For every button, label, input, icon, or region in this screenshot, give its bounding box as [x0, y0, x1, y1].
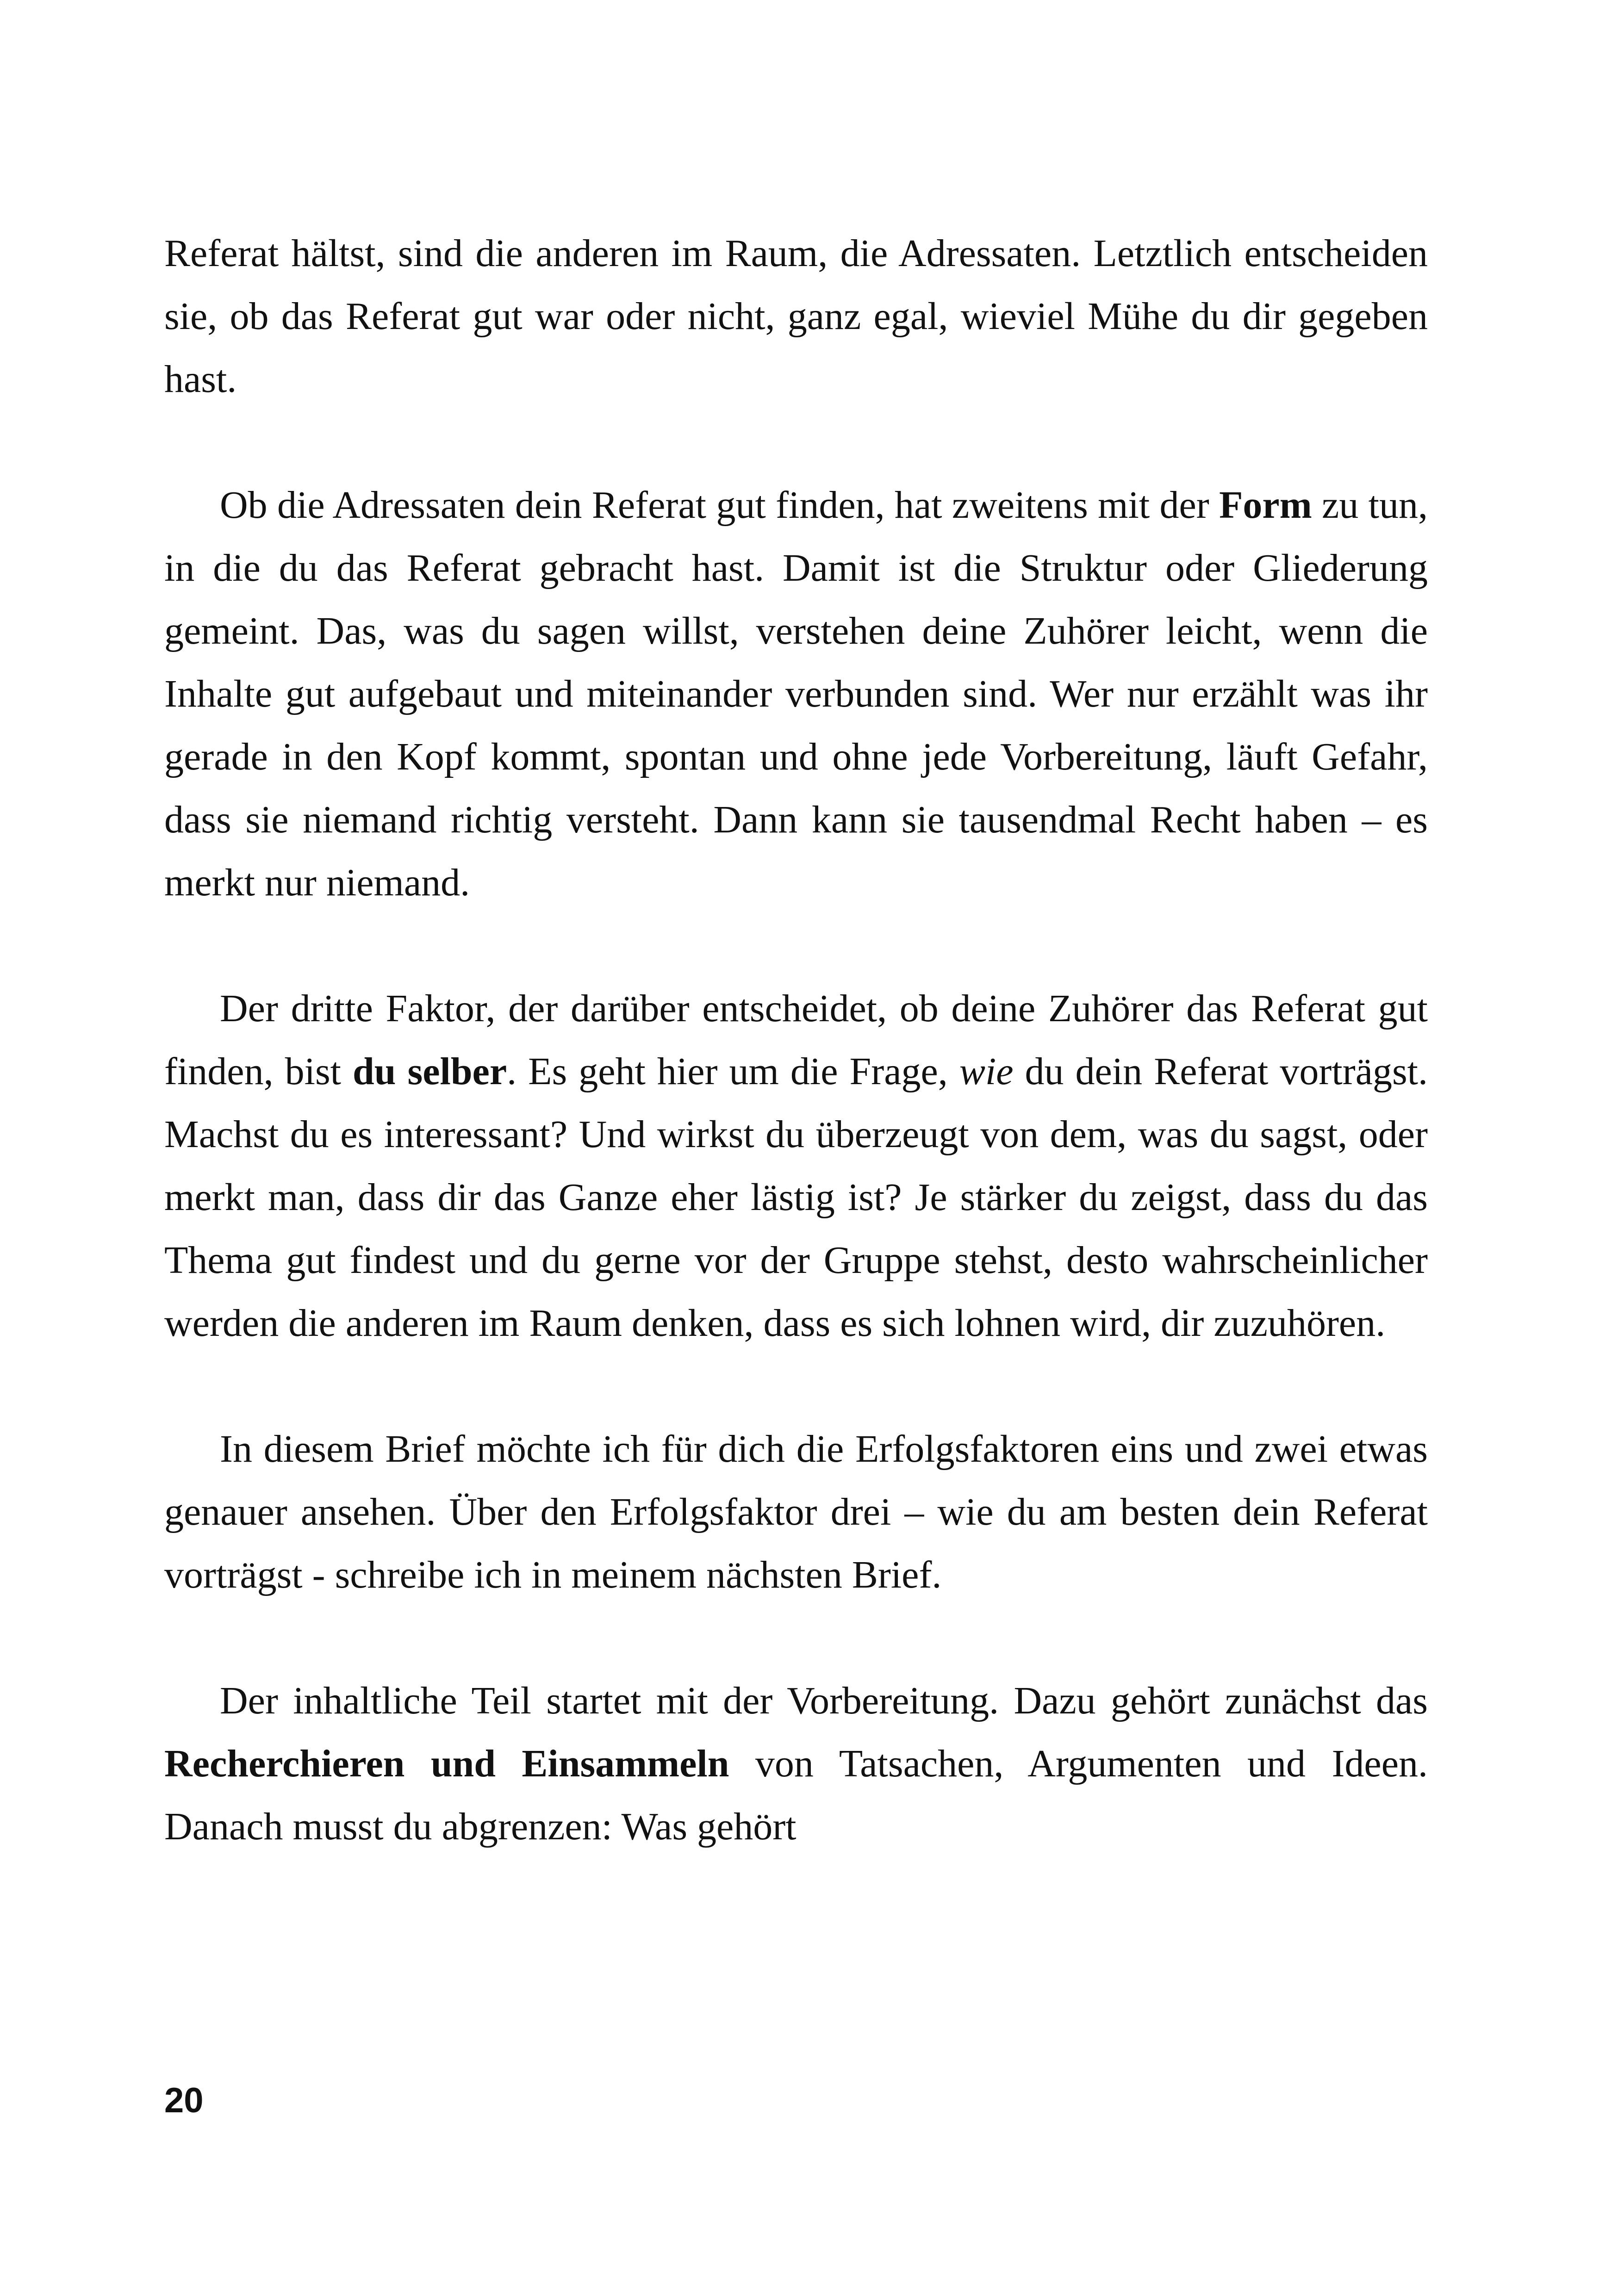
text-span: Ob die Adressaten dein Referat gut finden, hat zweitens mit der	[220, 484, 1220, 527]
paragraph-3	[164, 977, 1428, 1355]
text-span: du dein Referat vorträgst. Machst du es interessant? Und wirkst du überzeugt von dem, was du sagst, oder merkt man, dass dir das Ganze eher lästig ist? Je stärker du zeigst, dass du das Thema gut findest und du gerne vor der Gruppe stehst, desto wahrscheinlicher werden die anderen im Raum denken, dass es sich lohnen wird, dir zuzuhören.	[164, 1050, 1428, 1345]
paragraph-4	[164, 1418, 1428, 1607]
page-number: 20	[164, 2081, 204, 2120]
paragraph-2	[164, 474, 1428, 914]
text-span: Der inhaltliche Teil startet mit der Vorbereitung. Dazu gehört zunächst das	[220, 1679, 1428, 1722]
paragraph-5	[164, 1669, 1428, 1858]
text-span: Referat hältst, sind die anderen im Raum, die Adressaten. Letztlich entscheiden sie, ob das Referat gut war oder nicht, ganz egal, wieviel Mühe du dir gegeben hast.	[164, 232, 1428, 401]
text-span: zu tun, in die du das Referat gebracht hast. Damit ist die Struktur oder Gliederung gemeint. Das, was du sagen willst, verstehen deine Zuhörer leicht, wenn die Inhalte gut aufgebaut und miteinander verbunden sind. Wer nur erzählt was ihr gerade in den Kopf kommt, spontan und ohne jede Vorbereitung, läuft Gefahr, dass sie niemand richtig versteht. Dann kann sie tausendmal Recht haben – es merkt nur niemand.	[164, 484, 1428, 904]
italic-term-wie: wie	[959, 1050, 1014, 1093]
text-span: . Es geht hier um die Frage,	[507, 1050, 959, 1093]
text-span: In diesem Brief möchte ich für dich die Erfolgsfaktoren eins und zwei etwas genauer ansehen. Über den Erfolgsfaktor drei – wie du am besten dein Referat vorträgst - schreibe ich in meinem nächsten Brief.	[164, 1427, 1428, 1596]
bold-term-form: Form	[1219, 484, 1312, 527]
text-span: von Tatsachen, Argumenten und Ideen. Danach musst du abgrenzen: Was gehört	[164, 1742, 1428, 1848]
text-span: Der dritte Faktor, der darüber entscheidet, ob deine Zuhörer das Referat gut finden, bist	[164, 987, 1428, 1093]
body-text	[164, 222, 1428, 1858]
paragraph-1	[164, 222, 1428, 411]
bold-term-recherchieren: Recherchieren und Einsammeln	[164, 1742, 729, 1785]
bold-term-du-selber: du selber	[353, 1050, 507, 1093]
